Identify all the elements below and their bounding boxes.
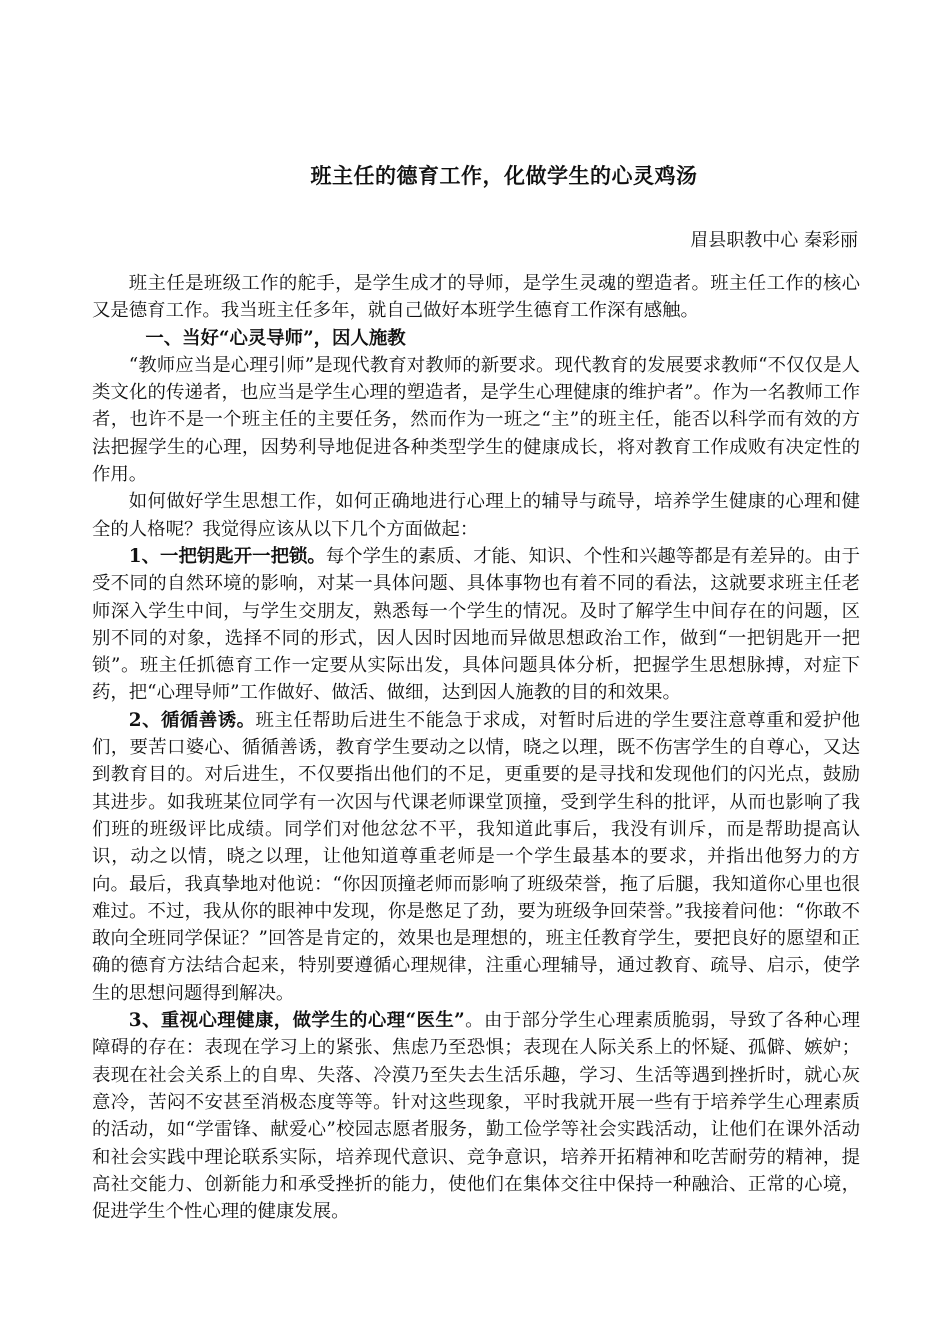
list-item — [92, 707, 860, 1007]
item-text: 每个学生的素质、才能、知识、个性和兴趣等都是有差异的。由于受不同的自然环境的影响，对某一具体问题、具体事物也有着不同的看法，这就要求班主任老师深入学生中间，与学生交朋友，熟悉每一个学生的情况。及时了解学生中间存在的问题，区别不同的对象，选择不同的形式，因人因时因地而异做思想政治工作，做到“一把钥匙开一把锁”。班主任抓德育工作一定要从实际出发，具体问题具体分析，把握学生思想脉搏，对症下药，把“心理导师”工作做好、做活、做细，达到因人施教的目的和效果。 — [92, 545, 860, 704]
list-item — [92, 543, 860, 707]
section-heading: 一、当好“心灵导师”，因人施教 — [145, 327, 406, 349]
list-item — [92, 1007, 860, 1225]
document-title: 班主任的德育工作，化做学生的心灵鸡汤 — [310, 163, 698, 188]
item-text: 。由于部分学生心理素质脆弱，导致了各种心理障碍的存在：表现在学习上的紧张、焦虑乃至恐惧；表现在人际关系上的怀疑、孤僻、嫉妒；表现在社会关系上的自卑、失落、冷漠乃至失去生活乐趣，学习、生活等遇到挫折时，就心灰意冷，苦闷不安甚至消极态度等等。针对这些现象，平时我就开展一些有于培养学生心理素质的活动，如“学雷锋、献爱心”校园志愿者服务，勤工俭学等社会实践活动，让他们在课外活动和社会实践中理论联系实际，培养现代意识、竞争意识，培养开拓精神和吃苦耐劳的精神，提高社交能力、创新能力和承受挫折的能力，使他们在集体交往中保持一种融洽、正常的心境，促进学生个性心理的健康发展。 — [92, 1010, 860, 1223]
item-lead: 2、循循善诱。 — [128, 709, 256, 731]
document-body — [92, 270, 860, 1225]
item-lead: 3、重视心理健康，做学生的心理“医生” — [128, 1010, 465, 1032]
author-line: 眉县职教中心 秦彩丽 — [690, 230, 858, 251]
paragraph: 如何做好学生思想工作，如何正确地进行心理上的辅导与疏导，培养学生健康的心理和健全的人格呢？我觉得应该从以下几个方面做起： — [92, 491, 860, 540]
intro-paragraph: 班主任是班级工作的舵手，是学生成才的导师，是学生灵魂的塑造者。班主任工作的核心又是德育工作。我当班主任多年，就自己做好本班学生德育工作深有感触。 — [92, 273, 860, 322]
item-text: 班主任帮助后进生不能急于求成，对暂时后进的学生要注意尊重和爱护他们，要苦口婆心、循循善诱，教育学生要动之以情，晓之以理，既不伤害学生的自尊心，又达到教育目的。对后进生，不仅要指出他们的不足，更重要的是寻找和发现他们的闪光点，鼓励其进步。如我班某位同学有一次因与代课老师课堂顶撞，受到学生科的批评，从而也影响了我们班的班级评比成绩。同学们对他忿忿不平，我知道此事后，我没有训斥，而是帮助提高认识，动之以情，晓之以理，让他知道尊重老师是一个学生最基本的要求，并指出他努力的方向。最后，我真挚地对他说：“你因顶撞老师而影响了班级荣誉，拖了后腿，我知道你心里也很难过。不过，我从你的眼神中发现，你是憋足了劲，要为班级争回荣誉。”我接着问他：“你敢不敢向全班同学保证？”回答是肯定的，效果也是理想的，班主任教育学生，要把良好的愿望和正确的德育方法结合起来，特别要遵循心理规律，注重心理辅导，通过教育、疏导、启示，使学生的思想问题得到解决。 — [92, 709, 860, 1004]
paragraph: “教师应当是心理引师”是现代教育对教师的新要求。现代教育的发展要求教师“不仅仅是人类文化的传递者，也应当是学生心理的塑造者，是学生心理健康的维护者”。作为一名教师工作者，也许不是一个班主任的主要任务，然而作为一班之“主”的班主任，能否以科学而有效的方法把握学生的心理，因势利导地促进各种类型学生的健康成长，将对教育工作成败有决定性的作用。 — [92, 354, 860, 486]
item-lead: 1、一把钥匙开一把锁。 — [128, 545, 326, 567]
